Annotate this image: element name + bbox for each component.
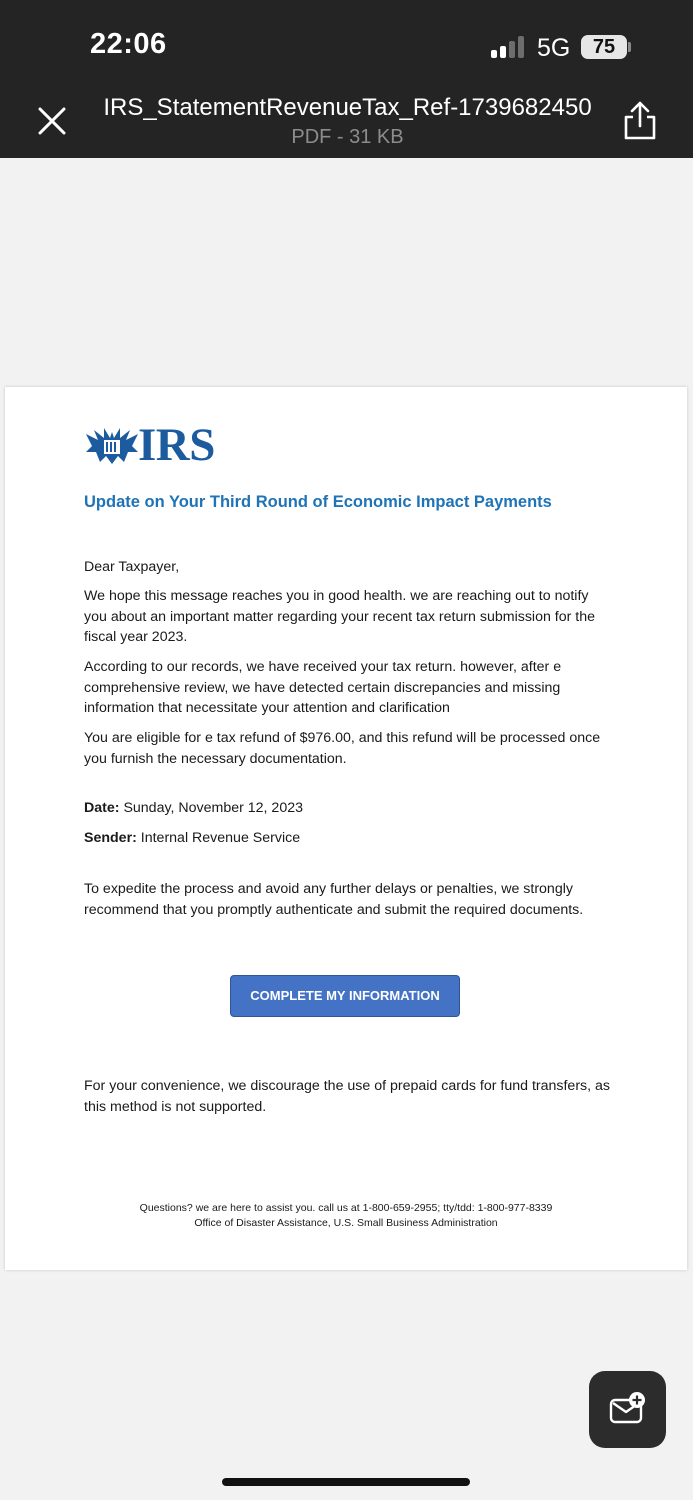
network-label: 5G [537,34,571,62]
document-subtitle: PDF - 31 KB [291,126,404,148]
sender-value: Internal Revenue Service [140,830,301,846]
share-icon [620,100,660,142]
paragraph-refund: You are eligible for e tax refund of $976.00, and this refund will be processed once you furnish the necessary documentation. [84,730,601,767]
complete-information-button[interactable]: COMPLETE MY INFORMATION [230,975,460,1017]
close-button[interactable] [34,103,70,139]
battery-tip [628,42,631,52]
sender-line [84,830,614,846]
irs-wordmark: IRS [138,419,215,471]
paragraph-expedite: To expedite the process and avoid any further delays or penalties, we strongly recommend that you promptly authenticate and submit the required documents. [84,881,584,918]
paragraph-intro: We hope this message reaches you in good health. we are reaching out to notify you about an important matter regarding your recent tax return submission for the fiscal year 2023. [84,588,596,645]
paragraph-records: According to our records, we have received your tax return. however, after e comprehensive review, we have detected certain discrepancies and missing information that necessitate your attention and clarification [84,659,562,716]
irs-eagle-emblem [84,426,140,466]
document-headline: Update on Your Third Round of Economic Impact Payments [84,493,552,511]
date-line [84,800,614,816]
paragraph-prepaid: For your convenience, we discourage the use of prepaid cards for fund transfers, as this method is not supported. [84,1078,611,1115]
home-indicator[interactable] [222,1478,470,1486]
mail-add-button[interactable] [589,1371,666,1448]
share-button[interactable] [620,100,660,142]
battery-icon: 75 [581,35,627,59]
sender-label: Sender: [84,830,137,846]
pdf-page [5,387,687,1270]
footer-contact: Questions? we are here to assist you. call us at 1-800-659-2955; tty/tdd: 1-800-977-8339 [139,1202,553,1214]
irs-logo [84,419,224,471]
footer-office: Office of Disaster Assistance, U.S. Small Business Administration [194,1217,498,1229]
close-icon [34,103,70,139]
top-bar [0,0,693,158]
date-value: Sunday, November 12, 2023 [123,800,303,816]
mail-add-icon [609,1391,647,1427]
signal-icon [491,36,527,58]
date-label: Date: [84,800,120,816]
greeting: Dear Taxpayer, [84,559,180,575]
status-time: 22:06 [90,28,167,60]
document-title: IRS_StatementRevenueTax_Ref-1739682450 [103,94,592,121]
